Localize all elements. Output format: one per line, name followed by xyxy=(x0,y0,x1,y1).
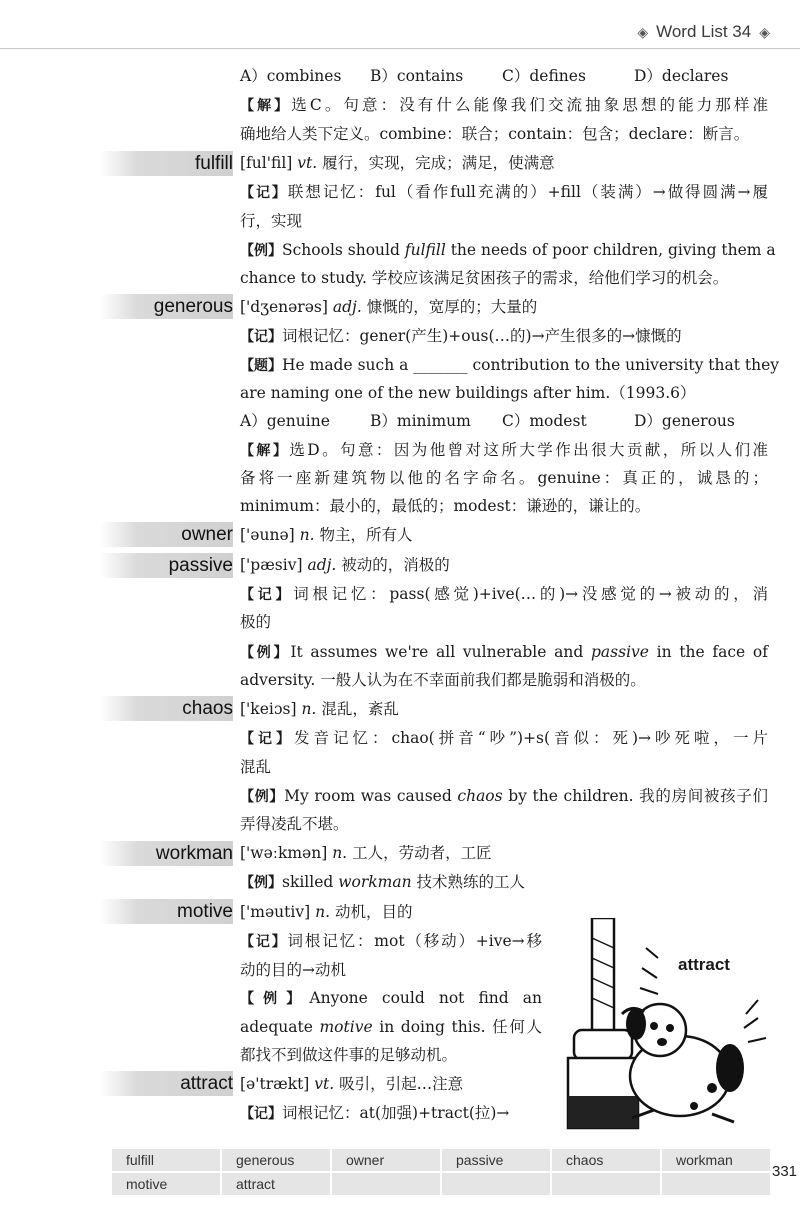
explanation-line: 【解】选D。句意：因为他曾对这所大学作出很大贡献，所以人们准 xyxy=(240,441,769,459)
entry-workman-definition: ['wəːkmən] n. 工人，劳动者，工匠 xyxy=(240,844,492,862)
exam-question: 【题】He made such a _______ contribution to the university that they xyxy=(240,356,780,374)
index-cell xyxy=(662,1173,770,1195)
headword-fulfill: fulfill xyxy=(100,151,233,176)
index-cell: motive xyxy=(112,1173,220,1195)
memory-tip: 【记】发音记忆：chao(拼音“吵”)+s(音似：死)→吵死啦，一片 xyxy=(240,729,768,747)
answer-options xyxy=(240,411,768,431)
entry-generous-definition: ['dʒenərəs] adj. 慷慨的，宽厚的；大量的 xyxy=(240,298,538,316)
answer-options xyxy=(240,66,768,86)
explanation-line: 【解】选C。句意：没有什么能像我们交流抽象思想的能力那样准 xyxy=(240,96,768,114)
diamond-icon: ◈ xyxy=(759,23,770,40)
memory-tip: 【记】联想记忆：ful（看作full充满的）+fill（装满）→做得圆满→履 xyxy=(240,183,768,201)
explanation-line: minimum：最小的，最低的；modest：谦逊的，谦让的。 xyxy=(240,497,651,515)
entry-passive-definition: ['pæsiv] adj. 被动的，消极的 xyxy=(240,556,450,574)
memory-tip: 混乱 xyxy=(240,758,272,776)
explanation-line: 确地给人类下定义。combine：联合；contain：包含；declare：断言。 xyxy=(240,125,750,143)
memory-tip: 【记】词根记忆：pass(感觉)+ive(…的)→没感觉的→被动的，消 xyxy=(240,585,768,603)
memory-tip: 极的 xyxy=(240,613,272,631)
explanation-line: 备将一座新建筑物以他的名字命名。genuine：真正的，诚恳的； xyxy=(240,469,768,487)
headword-chaos: chaos xyxy=(100,696,233,721)
index-cell: attract xyxy=(222,1173,330,1195)
headword-motive: motive xyxy=(100,899,233,924)
example-sentence: adequate motive in doing this. 任何人 xyxy=(240,1018,542,1036)
memory-tip: 动的目的→动机 xyxy=(240,961,346,979)
page-number: 331 xyxy=(772,1163,798,1180)
entry-fulfill-definition: [ful'fil] vt. 履行，实现，完成；满足，使满意 xyxy=(240,154,555,172)
option-c: C）modest xyxy=(502,412,587,430)
headword-attract: attract xyxy=(100,1071,233,1096)
entry-chaos-definition: ['keiɔs] n. 混乱，紊乱 xyxy=(240,700,399,718)
memory-tip: 行，实现 xyxy=(240,212,303,230)
index-cell: owner xyxy=(332,1149,440,1171)
memory-tip: 【记】词根记忆：mot（移动）+ive→移 xyxy=(240,932,542,950)
example-sentence: adversity. 一般人认为在不幸面前我们都是脆弱和消极的。 xyxy=(240,671,646,689)
dog-pulling-illustration xyxy=(562,918,774,1140)
entry-owner-definition: ['əunə] n. 物主，所有人 xyxy=(240,526,413,544)
index-cell xyxy=(332,1173,440,1195)
example-sentence: 【例】skilled workman 技术熟练的工人 xyxy=(240,873,526,891)
index-cell: workman xyxy=(662,1149,770,1171)
entry-attract-definition: [ə'trækt] vt. 吸引，引起…注意 xyxy=(240,1075,464,1093)
index-cell: fulfill xyxy=(112,1149,220,1171)
example-sentence: 弄得凌乱不堪。 xyxy=(240,815,349,833)
example-sentence: 【例】Schools should fulfill the needs of poor children, giving them a xyxy=(240,241,776,259)
option-c: C）defines xyxy=(502,67,586,85)
example-sentence: 都找不到做这件事的足够动机。 xyxy=(240,1046,458,1064)
headword-passive: passive xyxy=(100,553,233,578)
memory-tip: 【记】词根记忆：gener(产生)+ous(…的)→产生很多的→慷慨的 xyxy=(240,327,682,345)
option-b: B）minimum xyxy=(370,412,471,430)
memory-tip: 【记】词根记忆：at(加强)+tract(拉)→ xyxy=(240,1104,510,1122)
example-sentence: 【例】My room was caused chaos by the children. 我的房间被孩子们 xyxy=(240,787,769,805)
illustration-label: attract xyxy=(678,955,730,974)
index-cell xyxy=(442,1173,550,1195)
entry-motive-definition: ['məutiv] n. 动机，目的 xyxy=(240,903,413,921)
word-index-footer xyxy=(112,1149,770,1195)
diamond-icon: ◈ xyxy=(637,23,649,40)
index-cell: chaos xyxy=(552,1149,660,1171)
headword-workman: workman xyxy=(100,841,233,866)
example-sentence: chance to study. 学校应该满足贫困孩子的需求，给他们学习的机会。 xyxy=(240,269,729,287)
running-header xyxy=(637,22,770,42)
header-divider xyxy=(0,48,800,49)
option-a: A）genuine xyxy=(240,412,330,430)
option-b: B）contains xyxy=(370,67,464,85)
index-cell xyxy=(552,1173,660,1195)
example-sentence: 【例】It assumes we're all vulnerable and passive in the face of xyxy=(240,643,769,661)
index-cell: generous xyxy=(222,1149,330,1171)
option-d: D）declares xyxy=(634,67,729,85)
index-cell: passive xyxy=(442,1149,550,1171)
example-sentence: 【例】Anyone could not find an xyxy=(240,989,542,1007)
option-a: A）combines xyxy=(240,67,342,85)
headword-owner: owner xyxy=(100,522,233,547)
header-title: Word List 34 xyxy=(656,22,752,41)
option-d: D）generous xyxy=(634,412,735,430)
headword-generous: generous xyxy=(100,294,233,319)
exam-question: are naming one of the new buildings after him.（1993.6） xyxy=(240,384,696,402)
